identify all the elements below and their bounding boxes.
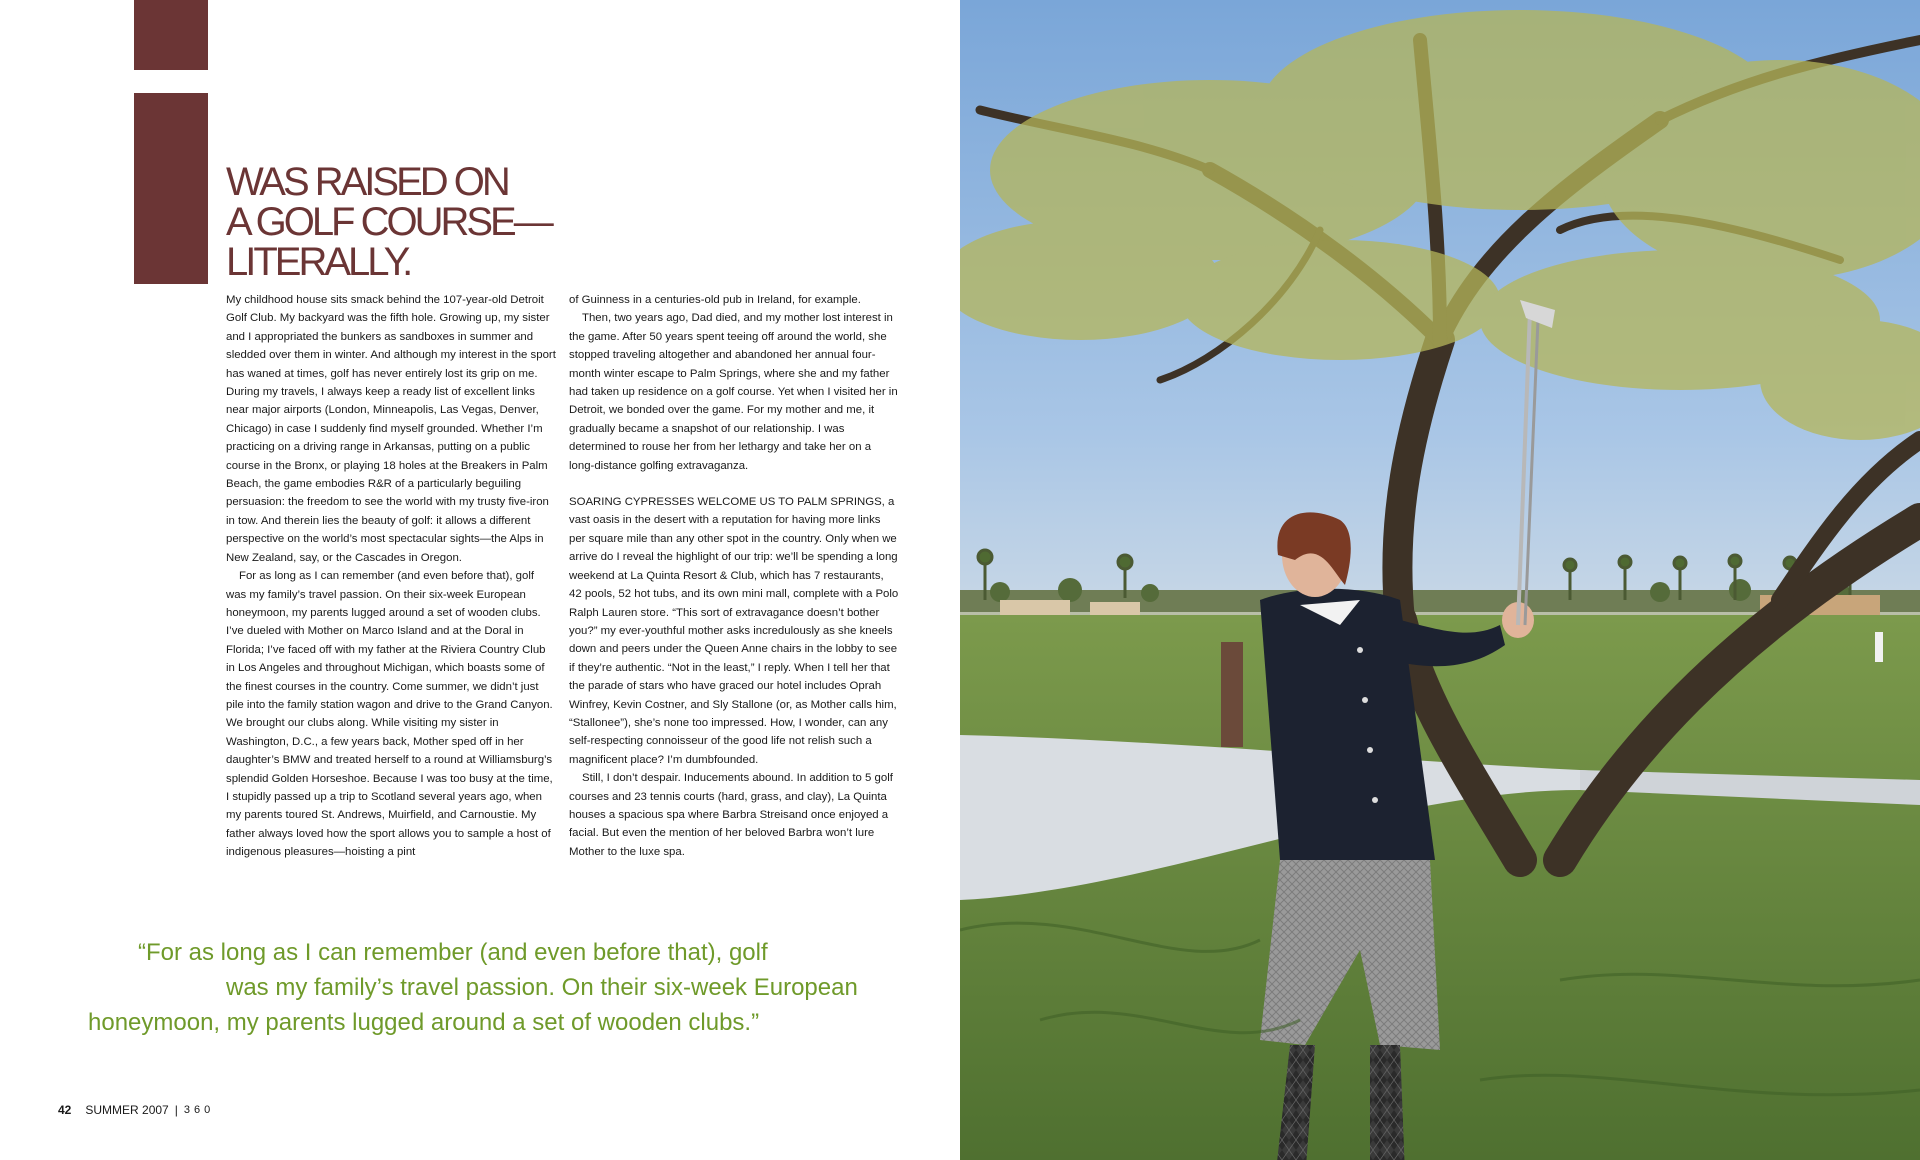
pull-quote-line-3: honeymoon, my parents lugged around a set of wooden clubs.” <box>88 1009 760 1036</box>
yardage-post <box>1221 642 1243 747</box>
body-column-1 <box>226 291 556 862</box>
paragraph: My childhood house sits smack behind the 107-year-old Detroit Golf Club. My backyard was the fifth hole. Growing up, my sister and I appropriated the bunkers as sandboxes in summer and sledded over them in winter. And although my interest in the sport has waned at times, golf has never entirely lost its grip on me. During my travels, I always keep a ready list of excellent links near major airports (London, Minneapolis, Las Vegas, Denver, Chicago) in case I suddenly find myself grounded. Whether I’m practicing on a driving range in Arkansas, putting on a public course in the Bronx, or playing 18 holes at the Breakers in Palm Beach, the game embodies R&R of a particularly beguiling persuasion: the freedom to see the world with my trusty five-iron in tow. And therein lies the beauty of golf: it allows a different perspective on the world’s most spectacular sights—the Alps in New Zealand, say, or the Cascades in Oregon. <box>226 294 556 564</box>
body-column-2 <box>569 291 899 861</box>
paragraph: of Guinness in a centuries-old pub in Ireland, for example. <box>569 294 861 306</box>
paragraph: For as long as I can remember (and even before that), golf was my family’s travel passion. On their six-week European honeymoon, my parents lugged around a set of wooden clubs. I’ve dueled with Mother on Marco Island and at the Doral in Florida; I’ve faced off with my father at the Riviera Country Club in Los Angeles and throughout Michigan, which boasts some of the finest courses in the country. Come summer, we didn’t just pile into the family station wagon and drive to the Grand Canyon. We brought our clubs along. While visiting my sister in Washington, D.C., a few years back, Mother sped off in her daughter’s BMW and treated herself to a round at Williamsburg’s splendid Golden Horseshoe. Because I was too busy at the time, I stupidly passed up a trip to Scotland several years ago, when my parents toured St. Andrews, Muirfield, and Carnoustie. My father always loved how the sport allows you to sample a host of indigenous pleasures—hoisting a pint <box>226 570 553 859</box>
photo-illustration <box>960 0 1920 1160</box>
headline-line-3: LITERALLY. <box>226 240 411 284</box>
page-number: 42 <box>58 1103 72 1117</box>
pull-quote <box>88 935 888 1040</box>
headline-line-2: A GOLF COURSE— <box>226 200 551 244</box>
section-paragraph: SOARING CYPRESSES WELCOME US TO PALM SPRINGS, a vast oasis in the desert with a reputation for having more links per square mile than any other spot in the country. Only when we arrive do I reveal the highlight of our trip: we’ll be spending a long weekend at La Quinta Resort & Club, which has 7 restaurants, 42 pools, 52 hot tubs, and its own mini mall, complete with a Polo Ralph Lauren store. “This sort of extravagance doesn’t bother you?” my ever-youthful mother asks incredulously as she kneels down and peers under the Queen Anne chairs in the lobby to see if they’re authentic. “Not in the least,” I reply. When I tell her that the parade of stars who have graced our hotel includes Oprah Winfrey, Kevin Costner, and Sly Stallone (or, as Mother calls him, “Stallonee”), she’s none too impressed. How, I wonder, can any self-respecting connoisseur of the good life not relish such a magnificent place? I’m dumbfounded. <box>569 496 899 766</box>
distant-golfer <box>1875 632 1883 662</box>
golfer-photograph <box>960 0 1920 1160</box>
magazine-logo: 360 <box>183 1104 215 1116</box>
pull-quote-line-2: was my family’s travel passion. On their six-week European <box>226 974 858 1001</box>
paragraph: Then, two years ago, Dad died, and my mother lost interest in the game. After 50 years spent teeing off around the world, she stopped traveling altogether and abandoned her annual four-month winter escape to Palm Springs, where she and my father had taken up residence on a golf course. Yet when I visited her in Detroit, we bonded over the game. For my mother and me, it gradually became a snapshot of our relationship. I was determined to rouse her from her lethargy and take her on a long-distance golfing extravaganza. <box>569 312 898 472</box>
folio-separator: | <box>174 1103 178 1117</box>
paragraph: Still, I don’t despair. Inducements abound. In addition to 5 golf courses and 23 tennis courts (hard, grass, and clay), La Quinta houses a spacious spa where Barbra Streisand once enjoyed a facial. But even the mention of her beloved Barbra won’t lure Mother to the luxe spa. <box>569 772 893 858</box>
headline <box>226 162 556 282</box>
folio <box>58 1103 214 1117</box>
pull-quote-line-1: “For as long as I can remember (and even before that), golf <box>138 939 768 966</box>
dropcap-ornament <box>134 0 208 70</box>
headline-line-1: WAS RAISED ON <box>226 160 508 204</box>
issue-date: SUMMER 2007 <box>85 1103 169 1117</box>
dropcap-i-bar <box>134 93 208 284</box>
